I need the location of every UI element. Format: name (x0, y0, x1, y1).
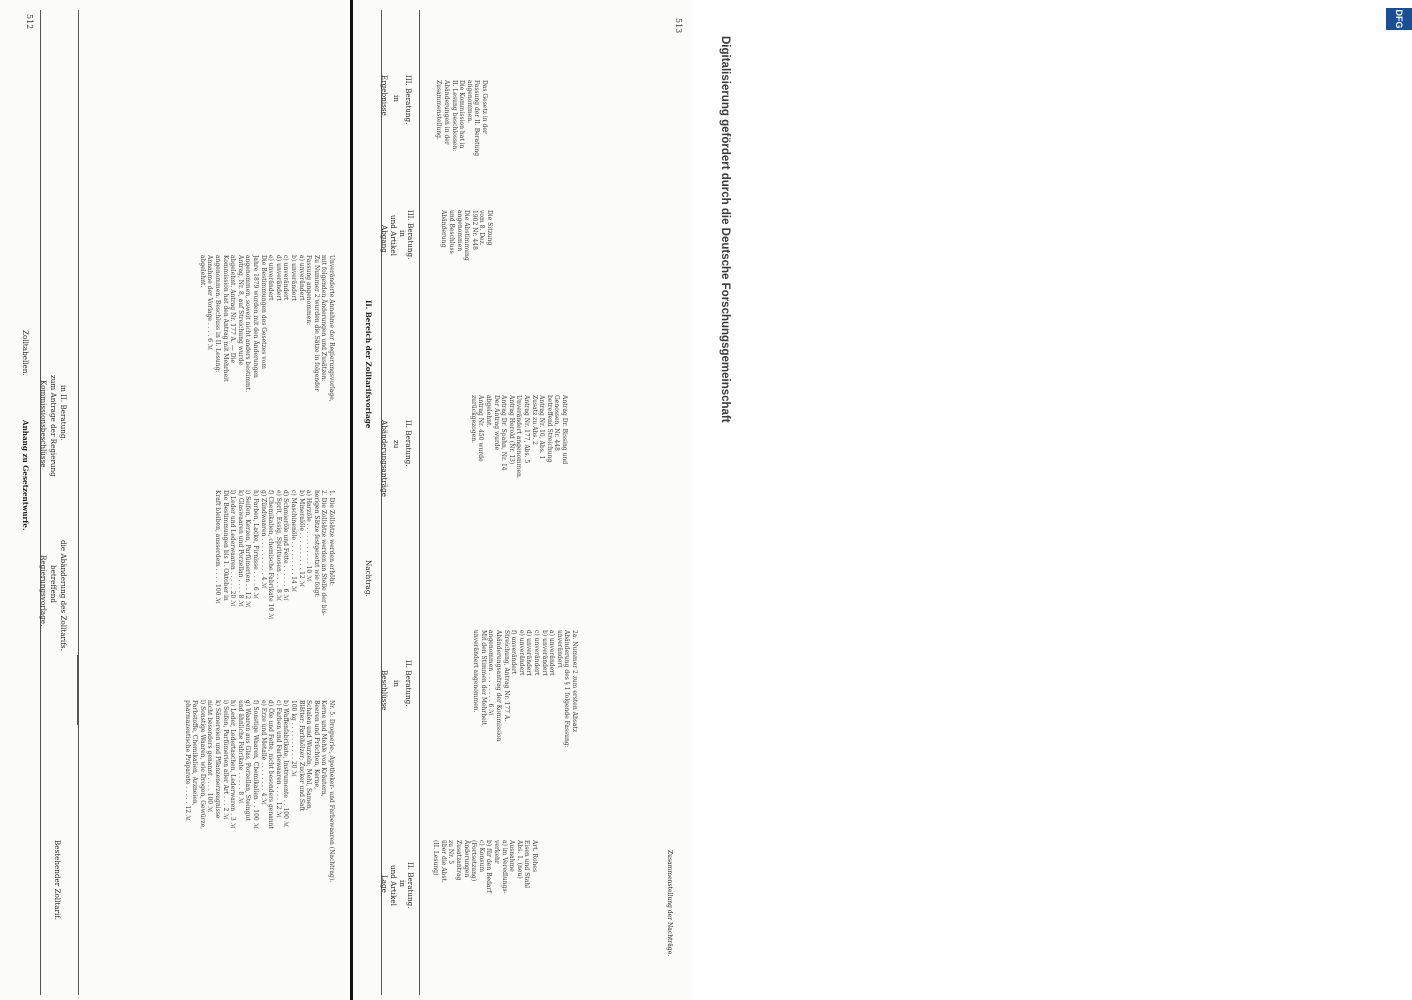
right-column-2-text (472, 630, 578, 748)
text-line: Abänderungsantrag der Kommission (495, 630, 503, 742)
right-col3-head-2: II. Beratung. (404, 420, 413, 467)
text-line: h) Leder, Ledertaschen, Lederwaren . 3 ℳ (229, 700, 237, 830)
text-line: abgelehnt. Antrag Nr. 177 A. — Die (229, 255, 237, 364)
text-line: b) unverändert (290, 255, 298, 301)
text-line: Antrag Dr. Bissing und (561, 395, 568, 465)
left-col2-head-2: die Abänderung des Zolltarifs. (59, 540, 68, 651)
text-line: Abänderung (440, 210, 448, 248)
text-line: c) Farben und Farbewaaren . . . . 12 ℳ (274, 700, 282, 818)
text-line: Die Sitzung (486, 210, 493, 246)
text-line: c) unverändert (533, 630, 541, 676)
text-line: II. Lesung beschlossen: (450, 80, 458, 152)
text-line: angenommen. (465, 80, 473, 124)
right-footer-note: Zusammenstellung der Nachträge. (666, 850, 673, 957)
right-col4-head-3: III. Beratung. (406, 210, 415, 260)
text-line: k) Glaswaaren und Porzellan . . . . 8 ℳ (236, 490, 244, 607)
text-line: Die Bestimmungen bis 1. Oktober in (221, 490, 229, 601)
text-line: c) Maschinenöle . . . . . . . . . 14 ℳ (290, 490, 298, 593)
text-line: d) unverändert (525, 630, 533, 676)
text-line: Änderungen (462, 840, 470, 878)
text-line: und Beschluss (448, 210, 456, 254)
right-col3-head-0: Abänderungsanträge (380, 420, 389, 497)
text-line: b) Mineralöle . . . . . . . . . . 12 ℳ (297, 490, 305, 588)
header-rule (419, 10, 420, 995)
text-line: d) Schmieröle und Fette . . . . . . 6 ℳ (282, 490, 290, 601)
text-line: Fassung der II. Beratung (473, 80, 481, 157)
text-line: 2. Die Zollsätze werden an Stelle der bis- (320, 490, 328, 616)
left-column-2-text (214, 490, 336, 620)
text-line: 100 kg . . . . . . . . . . 20 ℳ (290, 700, 298, 777)
left-page-number: 512 (25, 14, 34, 30)
dfg-logo-icon: DFG (1386, 8, 1412, 30)
right-column-1-text (432, 840, 538, 894)
text-line: 1. Die Zollsätze werden erhöht: (328, 490, 335, 587)
right-col4-head-2: in (398, 230, 407, 237)
text-line: e) Sprit, Essig, Spirituosen . . . . 8 ℳ (274, 490, 282, 602)
text-line: b) Waffenfabrikate, Instrumente . . 100 ℳ (282, 700, 290, 828)
text-line: Mit den Stimmen der Mehrheit (479, 630, 487, 726)
text-line: Genossen, Nr. 448 (553, 395, 561, 451)
text-line: Abänderungen in der (443, 80, 451, 145)
left-column-1-text (183, 700, 335, 882)
text-line: Unverändert angenommen. (515, 395, 523, 479)
left-header-title: Anhang zu Gesetzentwurfe. (21, 420, 30, 531)
text-line: Antrag Herold (Nr. 13) (507, 395, 515, 465)
text-line: Abs. 1. (neu) (515, 840, 523, 879)
right-col4-head-1: und Artikel (389, 215, 398, 256)
header-rule (78, 10, 79, 995)
text-line: Blätter; Farbhölzer; Zucker und Saft (297, 700, 305, 812)
right-col4-head-0: Abgang (380, 225, 389, 253)
text-line: Abänderung des § 1 folgende Fassung: (563, 630, 571, 748)
text-line: c) unverändert (282, 255, 290, 301)
text-line: Annahme der Vorlage . . . . 6 ℳ (206, 255, 214, 351)
right-column-3-text (469, 395, 568, 479)
text-line: mit folgenden Änderungen und Zusätzen: (320, 255, 328, 382)
text-line: angenommen, soweit nicht anders bestimmt. (244, 255, 252, 393)
text-line: betreffend Streichung (545, 395, 553, 463)
text-line: a) Harzöle . . . . . . . . . . . 10 ℳ (305, 490, 313, 582)
text-line: Antrag Dr. Spahn, Nr. 14 (500, 395, 508, 471)
text-line: Antrag Nr. 10, Abs. 1 (538, 395, 546, 460)
left-col3-head-2: in II. Beratung. (59, 385, 68, 441)
text-line: angenommen . . . . . . . . 6 ℳ (487, 630, 495, 716)
right-col5-head-0: Ergebnisse (380, 75, 389, 116)
right-col1-head-1: und Artikel (389, 865, 398, 906)
digitization-credit-text: Digitalisierung gefördert durch die Deutsche Forschungsgemeinschaft (719, 36, 731, 423)
text-line: herigen Sätze festgesetzt wie folgt: (312, 490, 320, 598)
text-line: h) Farben, Lacke, Firnisse . . . . 6 ℳ (252, 490, 260, 600)
text-line: g) Zündwaaren . . . . . . . . . . 4 ℳ (259, 490, 267, 589)
text-line: f) unverändert (510, 630, 518, 675)
text-line: Zusatz zu Abs. 2 (530, 395, 538, 445)
right-page-number: 513 (674, 18, 683, 34)
text-line: unverändert angenommen. (472, 630, 480, 713)
right-col1-head-0: Lage (380, 875, 389, 893)
text-line: a) unverändert (548, 630, 556, 676)
text-line: Fassung angenommen: (305, 255, 313, 326)
text-line: i) Seifen, Parfümerien aller Art . . . 2 ℳ (221, 700, 229, 820)
text-line: Zusammenstellung. (435, 80, 443, 140)
right-col2-head-2: II. Beratung. (404, 660, 413, 707)
right-column-4-text (440, 210, 493, 261)
text-line: Die Abstimmung (463, 210, 471, 261)
text-line: Jahre 1879 wurden mit den Änderungen (252, 255, 260, 378)
text-line: b) unverändert (540, 630, 548, 676)
header-rule (381, 10, 382, 995)
text-line: zu Nr. 5 (447, 840, 455, 865)
text-line: abgelehnt. (485, 395, 493, 428)
left-header-section: Zolltabellen. (21, 330, 30, 376)
text-line: unverändert (555, 630, 563, 668)
left-page (0, 0, 353, 1000)
text-line: l) Sonstige Waaren, wie Drogen, Gewürze, (198, 700, 206, 830)
text-line: Zu Nummer 2 wurden die Sätze in folgender (312, 255, 320, 392)
right-header-section: Nachtrag. (364, 560, 373, 597)
text-line: Kommission hat den Antrag mit Mehrheit (221, 255, 229, 382)
right-page (353, 0, 691, 1000)
left-col3-head-1: zum Antrage der Regierung (49, 375, 58, 477)
right-column-5-text (435, 80, 488, 156)
text-line: f) Chemikalien, chemische Fabrikate 10 ℳ (267, 490, 275, 620)
text-line: e) unverändert (267, 255, 275, 301)
right-col1-head-3: II. Beratung. (406, 862, 415, 909)
text-line: Nr. 5. Droguerie-, Apotheker- und Farbewaaren (Nachtrag). (328, 700, 335, 883)
text-line: Unveränderte Annahme der Regierungsvorlage, (328, 255, 335, 402)
text-line: Zusatzantrag (455, 840, 463, 881)
text-line: und ähnliche Fabrikate . . . . . 8 ℳ (236, 700, 244, 804)
text-line: Farbstoffe, Chemikalien, Arzneien, (191, 700, 199, 806)
text-line: Antrag Nr. 450 wurde (477, 395, 485, 462)
right-header-title: II. Bereich der Zolltarifsvorlage (364, 300, 373, 429)
text-line: angenommen (455, 210, 463, 252)
text-line: Art. Rohes (531, 840, 538, 873)
text-line: Die Bestimmungen des Gesetzes vom (259, 255, 267, 369)
text-line: d) Öle und Fette, nicht besonders genannt (267, 700, 275, 829)
text-line: Das Gesetz in der (481, 80, 488, 134)
text-line: Antrag, Nr. 8, auf Streichung wurde (236, 255, 244, 366)
text-line: g) Waaren aus Glas, Porzellan, Steingut (244, 700, 252, 821)
text-line: b) für den Bedarf (485, 840, 493, 893)
right-col1-head-2: in (398, 880, 407, 887)
left-col2-head-1: betreffend (49, 565, 58, 604)
text-line: i) Seifen, Kerzen, Parfümerien . . 12 ℳ (244, 490, 252, 608)
text-line: Kerne und Mehle von Kräutern, (320, 700, 328, 797)
text-line: nicht besonders genannt . . . . 100 ℳ (206, 700, 214, 813)
text-line: k) Sämereien und Pflanzenerzeugnisse (214, 700, 222, 819)
text-line: e) unverändert (517, 630, 525, 676)
right-col2-head-0: Beschlüsse (380, 670, 389, 711)
text-line: abgelehnt. (198, 255, 206, 288)
text-line: 1902 Nr. 448 (470, 210, 478, 250)
right-col2-head-1: in (392, 680, 401, 687)
text-line: Antrag Nr. 177, Abs. 5 (523, 395, 531, 464)
text-line: über die Abst. (439, 840, 447, 883)
text-line: zurückgezogen. (469, 395, 477, 444)
right-col5-head-2: III. Beratung. (404, 75, 413, 125)
header-rule (40, 10, 41, 995)
text-line: Ausnahme (508, 840, 516, 872)
text-line: (II. Lesung) (432, 840, 440, 876)
text-line: Schalen und Wurzeln; Mehl, Samen, (305, 700, 313, 811)
text-line: angenommen. Beschluss in II. Lesung: (214, 255, 222, 373)
text-line: l) Leder und Lederwaaren . . . . . 20 ℳ (229, 490, 237, 607)
text-line: Kraft bleiben, ausserdem . . . . 100 ℳ (214, 490, 222, 604)
left-col1-head: Bestehender Zolltarif. (53, 840, 62, 920)
text-line: Beeren und Früchten, Kerne, (312, 700, 320, 790)
text-line: Eisen und Stahl (523, 840, 531, 889)
column-rule (77, 655, 78, 725)
left-col3-head-0: Kommissionsbeschlüsse (39, 380, 48, 468)
text-line: a) unverändert (297, 255, 305, 301)
right-col3-head-1: zu (392, 440, 401, 449)
text-line: Der Antrag wurde (492, 395, 500, 451)
text-line: vom 8. Dez. (478, 210, 486, 246)
text-line: c) Konsum (477, 840, 485, 873)
text-line: Streichung, Antrag Nr. 177 A. (502, 630, 510, 722)
text-line: e) Erze und Metalle . . . . . . . . 4 ℳ (259, 700, 267, 805)
text-line: f) Sonstige Waaren, Chemikalien . . 100 ℳ (252, 700, 260, 830)
left-column-3-text (198, 255, 335, 402)
left-col2-head-0: Regierungsvorlage, (39, 555, 48, 627)
text-line: d) unverändert (274, 255, 282, 301)
text-line: pharmazeutische Präparate . . . . . 12 ℳ (183, 700, 191, 822)
text-line: 2a. Nummer 2 zum ersten Absatz (571, 630, 578, 733)
right-col5-head-1: in (392, 95, 401, 102)
text-line: a) im Veredlungs- (500, 840, 508, 894)
text-line: (Fortsetzung) (470, 840, 478, 882)
text-line: verkehr (493, 840, 501, 864)
text-line: Die Kommission hat in (458, 80, 466, 149)
